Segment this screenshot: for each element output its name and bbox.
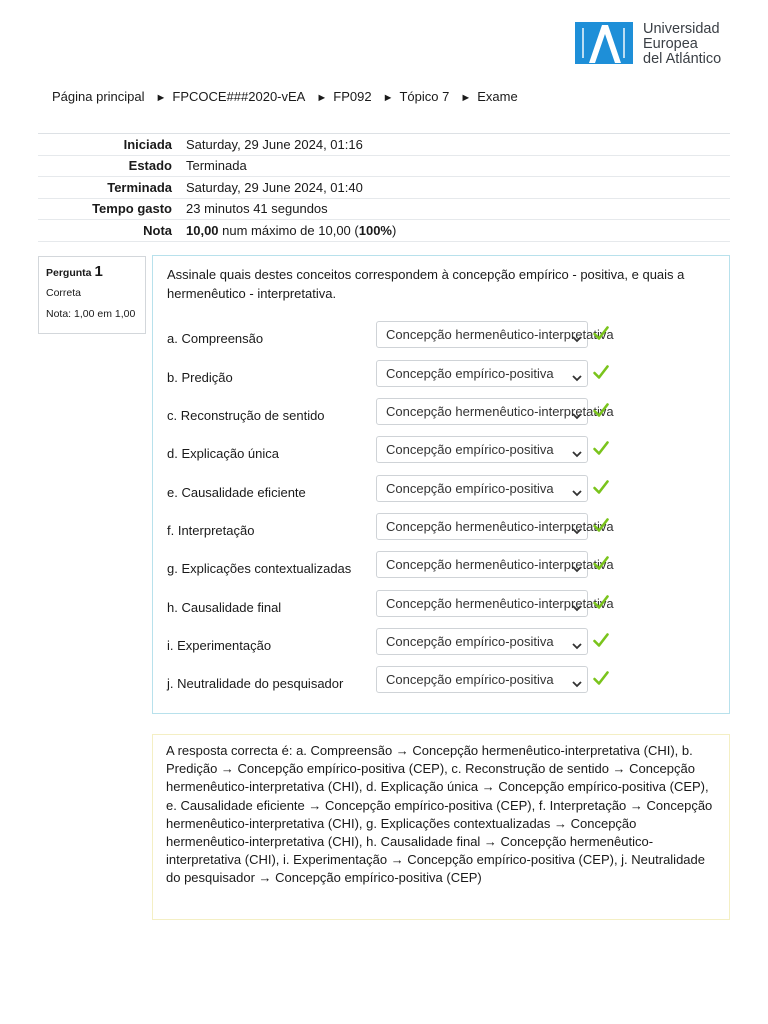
- breadcrumb-separator-icon: ►: [460, 92, 472, 104]
- checkmark-icon: [593, 441, 609, 461]
- summary-value: Saturday, 29 June 2024, 01:40: [186, 179, 363, 195]
- answer-select[interactable]: [376, 360, 588, 387]
- breadcrumb-separator-icon: ►: [382, 92, 394, 104]
- checkmark-icon: [593, 326, 609, 346]
- answer-select[interactable]: [376, 475, 588, 502]
- attempt-summary-table: [38, 133, 730, 242]
- answer-select-value: Concepção hermenêutico-interpretativa: [386, 327, 614, 342]
- chevron-down-icon: [572, 408, 582, 423]
- match-item-label: j. Neutralidade do pesquisador: [167, 676, 344, 691]
- answer-select[interactable]: [376, 590, 614, 617]
- checkmark-icon: [593, 595, 609, 615]
- match-item-label: a. Compreensão: [167, 331, 264, 346]
- summary-row-state: [38, 156, 730, 178]
- match-item-label: g. Explicações contextualizadas: [167, 561, 352, 576]
- question-prefix: Pergunta: [46, 267, 92, 279]
- chevron-down-icon: [572, 370, 582, 385]
- checkmark-icon: [593, 480, 609, 500]
- match-item-label: b. Predição: [167, 370, 233, 385]
- breadcrumb-exam-link[interactable]: Exame: [477, 89, 518, 104]
- match-item: [167, 628, 727, 656]
- checkmark-icon: [593, 365, 609, 385]
- answer-select[interactable]: [376, 321, 614, 348]
- logo-line-1: Universidad: [643, 21, 720, 37]
- question-text: Assinale quais destes conceitos correspondem à concepção empírico - positiva, e quais a hermenêutico - interpretativa.: [167, 267, 685, 301]
- breadcrumb-course-link[interactable]: FPCOCE###2020-vEA: [172, 89, 306, 104]
- correct-answer-feedback: A resposta correcta é: a. Compreensão → Concepção hermenêutico-interpretativa (CHI), b. Predição → Concepção empírico-positiva (CEP), c. Reconstrução de sentido → Concepção hermenêutico-interpretativa (CHI), d. Explicação única → Concepção empírico-positiva (CEP), e. Causalidade eficiente → Concepção empírico-positiva (CEP), f. Interpretação → Concepção hermenêutico-interpretativa (CHI), g. Explicações contextualizadas → Concepção hermenêutico-interpretativa (CHI), h. Causalidade final → Concepção hermenêutico-interpretativa (CHI), i. Experimentação → Concepção empírico-positiva (CEP), j. Neutralidade do pesquisador → Concepção empírico-positiva (CEP): [152, 734, 730, 920]
- logo-text: [643, 22, 721, 67]
- checkmark-icon: [593, 518, 609, 538]
- chevron-down-icon: [572, 600, 582, 615]
- match-item-label: h. Causalidade final: [167, 600, 282, 615]
- grade-text: num máximo de 10,00 (: [218, 222, 359, 238]
- summary-label: Estado: [128, 158, 172, 174]
- chevron-down-icon: [572, 638, 582, 653]
- summary-label: Iniciada: [123, 136, 172, 152]
- checkmark-icon: [593, 403, 609, 423]
- chevron-down-icon: [572, 676, 582, 691]
- answer-select[interactable]: [376, 436, 588, 463]
- summary-row-finished: [38, 177, 730, 199]
- breadcrumb-separator-icon: ►: [316, 92, 328, 104]
- grade-value: 10,00: [186, 222, 219, 238]
- chevron-down-icon: [572, 523, 582, 538]
- match-item: [167, 398, 727, 426]
- grade-text-end: ): [391, 222, 397, 238]
- answer-select-value: Concepção empírico-positiva: [386, 366, 554, 381]
- match-item: [167, 551, 727, 579]
- answer-select-value: Concepção empírico-positiva: [386, 442, 554, 457]
- university-logo: [575, 22, 721, 67]
- university-logo-icon: [575, 22, 633, 64]
- answer-select[interactable]: [376, 398, 614, 425]
- question-state: Correta: [46, 287, 82, 299]
- breadcrumb: [52, 89, 518, 104]
- checkmark-icon: [593, 633, 609, 653]
- chevron-down-icon: [572, 561, 582, 576]
- summary-row-time-taken: [38, 199, 730, 221]
- question-number: [46, 263, 138, 280]
- question-number-value: 1: [94, 263, 103, 280]
- summary-row-started: [38, 134, 730, 156]
- match-item-label: i. Experimentação: [167, 638, 272, 653]
- question-grade: Nota: 1,00 em 1,00: [46, 308, 136, 320]
- match-item-label: e. Causalidade eficiente: [167, 485, 306, 500]
- logo-line-3: del Atlántico: [643, 51, 722, 67]
- logo-line-2: Europea: [643, 36, 698, 52]
- answer-select-value: Concepção hermenêutico-interpretativa: [386, 596, 614, 611]
- answer-select-value: Concepção empírico-positiva: [386, 634, 554, 649]
- summary-row-grade: [38, 220, 730, 242]
- summary-label: Tempo gasto: [92, 201, 172, 217]
- answer-select-value: Concepção hermenêutico-interpretativa: [386, 519, 614, 534]
- answer-select-value: Concepção empírico-positiva: [386, 672, 554, 687]
- answer-select[interactable]: [376, 513, 614, 540]
- summary-value: [186, 223, 730, 238]
- match-item: [167, 321, 727, 349]
- grade-percent: 100%: [358, 222, 392, 238]
- summary-value: Saturday, 29 June 2024, 01:16: [186, 136, 363, 152]
- match-item: [167, 475, 727, 503]
- checkmark-icon: [593, 671, 609, 691]
- match-item-label: d. Explicação única: [167, 446, 280, 461]
- answer-select-value: Concepção hermenêutico-interpretativa: [386, 404, 614, 419]
- match-item: [167, 436, 727, 464]
- answer-select[interactable]: [376, 628, 588, 655]
- answer-select[interactable]: [376, 666, 588, 693]
- question-info-box: [38, 256, 146, 334]
- chevron-down-icon: [572, 331, 582, 346]
- question-content-box: [152, 255, 730, 714]
- answer-select-value: Concepção empírico-positiva: [386, 481, 554, 496]
- summary-label: Terminada: [107, 179, 172, 195]
- answer-select[interactable]: [376, 551, 614, 578]
- match-item-label: f. Interpretação: [167, 523, 255, 538]
- answer-select-value: Concepção hermenêutico-interpretativa: [386, 557, 614, 572]
- summary-value: Terminada: [186, 158, 247, 174]
- match-item: [167, 360, 727, 388]
- match-item: [167, 590, 727, 618]
- breadcrumb-topic-link[interactable]: Tópico 7: [399, 89, 450, 104]
- breadcrumb-home-link[interactable]: Página principal: [52, 89, 145, 104]
- match-item: [167, 513, 727, 541]
- breadcrumb-separator-icon: ►: [155, 92, 167, 104]
- breadcrumb-module-link[interactable]: FP092: [333, 89, 372, 104]
- chevron-down-icon: [572, 485, 582, 500]
- summary-label: Nota: [143, 222, 172, 238]
- checkmark-icon: [593, 556, 609, 576]
- match-item-label: c. Reconstrução de sentido: [167, 408, 325, 423]
- match-item: [167, 666, 727, 694]
- summary-value: 23 minutos 41 segundos: [186, 201, 328, 217]
- chevron-down-icon: [572, 446, 582, 461]
